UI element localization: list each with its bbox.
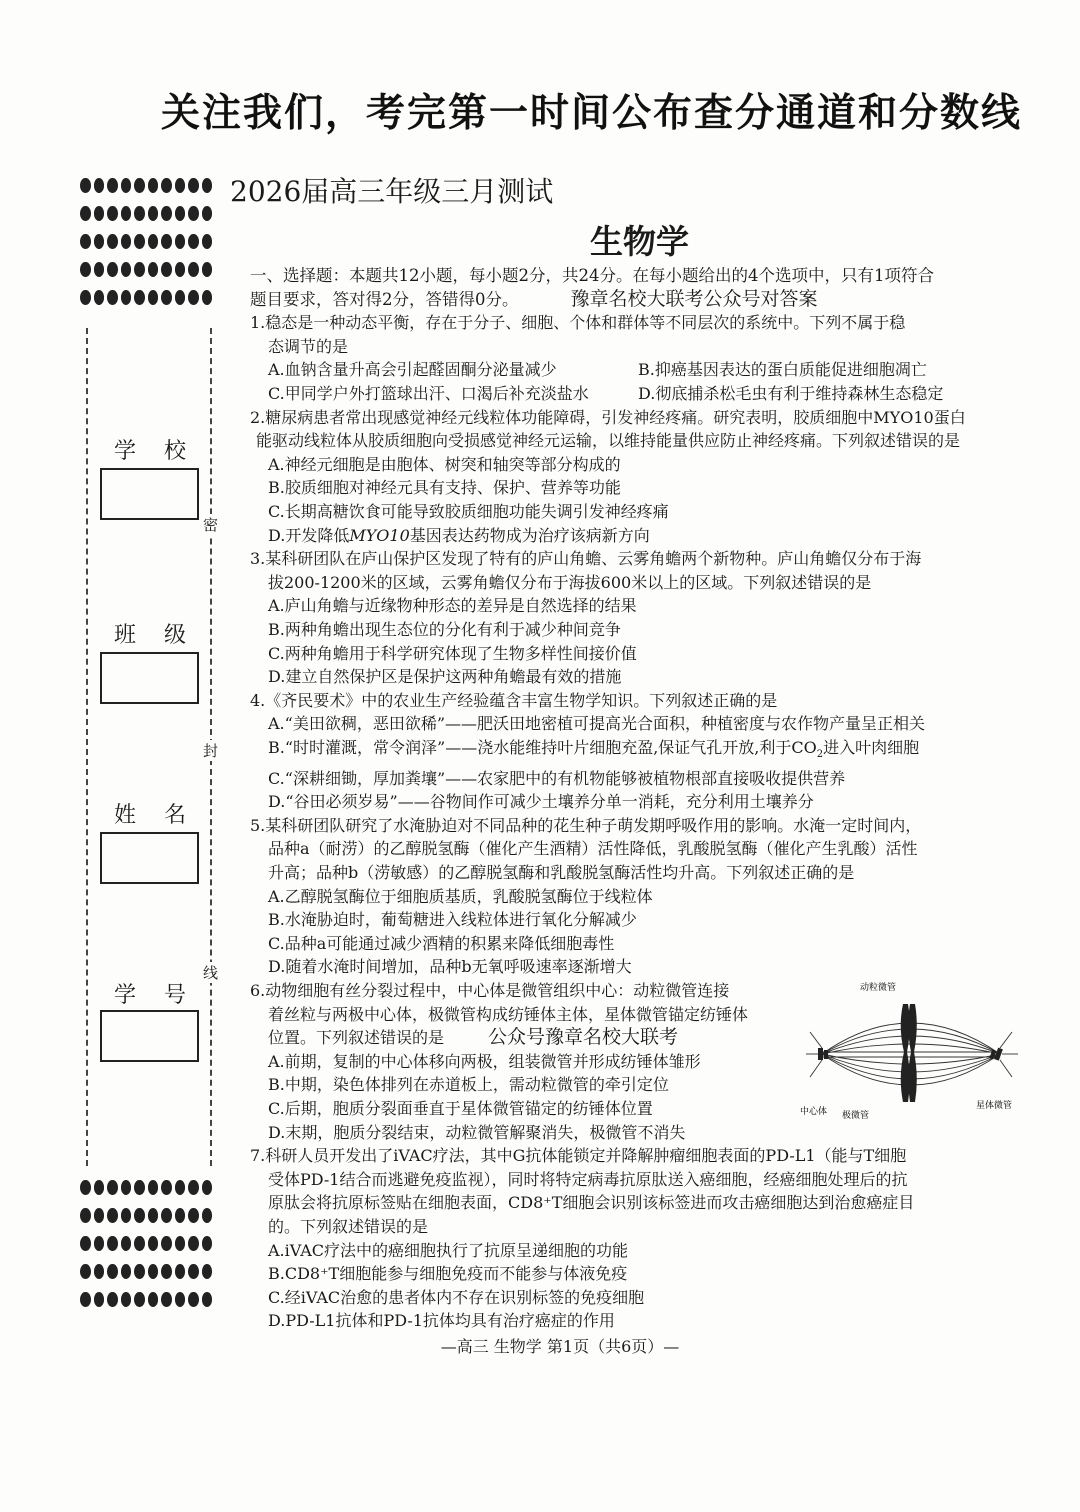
- binding-dash-left: [86, 328, 88, 1166]
- q5-option-a[interactable]: A.乙醇脱氢酶位于细胞质基质，乳酸脱氢酶位于线粒体: [268, 886, 653, 906]
- student-id-field[interactable]: [100, 1010, 199, 1062]
- q2-option-a[interactable]: A.神经元细胞是由胞体、树突和轴突等部分构成的: [268, 454, 621, 474]
- q2-option-c[interactable]: C.长期高糖饮食可能导致胶质细胞功能失调引发神经疼痛: [268, 501, 669, 521]
- q4-stem: 4.《齐民要术》中的农业生产经验蕴含丰富生物学知识。下列叙述正确的是: [250, 690, 778, 710]
- school-field[interactable]: [100, 468, 199, 520]
- q5-option-b[interactable]: B.水淹胁迫时，葡萄糖进入线粒体进行氧化分解减少: [268, 910, 637, 930]
- seal-char-feng: 封: [203, 742, 219, 760]
- class-label: 班级: [114, 623, 215, 648]
- q7-option-d[interactable]: D.PD-L1抗体和PD-1抗体均具有治疗癌症的作用: [268, 1311, 615, 1331]
- exam-title: 2026届高三年级三月测试: [230, 175, 554, 208]
- label-polar-mt: 极微管: [842, 1111, 870, 1121]
- question-7: [250, 1144, 1025, 1333]
- q2-option-d[interactable]: [250, 524, 1025, 548]
- watermark-answer: 豫章名校大联考公众号对答案: [570, 287, 818, 310]
- q6-stem-text: 位置。下列叙述错误的是: [268, 1028, 445, 1048]
- q6-stem-line1: 6.动物细胞有丝分裂过程中，中心体是微管组织中心：动粒微管连接: [250, 981, 730, 1000]
- q7-option-c[interactable]: C.经iVAC治愈的患者体内不存在识别标签的免疫细胞: [268, 1287, 645, 1307]
- q7-stem-line4: 的。下列叙述错误的是: [268, 1216, 429, 1236]
- chromosomes: [901, 1004, 917, 1102]
- q4-option-d[interactable]: D.“谷田必须岁易”——谷物间作可减少土壤养分单一消耗，充分利用土壤养分: [268, 792, 814, 812]
- q2-stem-line2: 能驱动线粒体从胶质细胞向受损感觉神经元运输，以维持能量供应防止神经疼痛。下列叙述错误的是: [256, 431, 961, 451]
- q3-option-d[interactable]: D.建立自然保护区是保护这两种角蟾最有效的措施: [268, 667, 622, 687]
- q3-stem-line1: 3.某科研团队在庐山保护区发现了特有的庐山角蟾、云雾角蟾两个新物种。庐山角蟾仅分布于海: [250, 549, 922, 569]
- watermark-account: 公众号豫章名校大联考: [488, 1026, 679, 1049]
- name-field[interactable]: [100, 832, 199, 884]
- q1-stem-line2: 态调节的是: [268, 336, 349, 356]
- q2-option-d-post: 基因表达药物成为治疗该病新方向: [409, 525, 650, 545]
- question-5: [250, 814, 1025, 979]
- label-astral-mt: 星体微管: [976, 1101, 1013, 1111]
- q3-stem-line2: 拔200-1200米的区域，云雾角蟾仅分布于海拔600米以上的区域。下列叙述错误的是: [268, 572, 872, 592]
- q6-option-d[interactable]: D.末期，胞质分裂结束，动粒微管解聚消失，极微管不消失: [268, 1122, 686, 1142]
- question-4: [250, 689, 1025, 814]
- page-footer: —高三 生物学 第1页（共6页）—: [440, 1337, 680, 1356]
- name-label: 姓名: [114, 803, 215, 828]
- section-heading-line1: 一、选择题：本题共12小题，每小题2分，共24分。在每小题给出的4个选项中，只有1项符合: [250, 266, 934, 285]
- q4-option-c[interactable]: C.“深耕细锄，厚加粪壤”——农家肥中的有机物能够被植物根部直接吸收提供营养: [268, 768, 846, 788]
- label-kinetochore-mt: 动粒微管: [860, 983, 897, 993]
- q1-option-d[interactable]: D.彻底捕杀松毛虫有利于维持森林生态稳定: [638, 383, 944, 403]
- q1-option-c[interactable]: C.甲同学户外打篮球出汗、口渴后补充淡盐水: [268, 383, 589, 403]
- q1-option-b[interactable]: B.抑癌基因表达的蛋白质能促进细胞凋亡: [638, 360, 927, 380]
- q1-stem-line1: 1.稳态是一种动态平衡，存在于分子、细胞、个体和群体等不同层次的系统中。下列不属于稳: [250, 313, 906, 333]
- section-heading-text: 题目要求，答对得2分，答错得0分。: [250, 289, 519, 309]
- q6-option-a[interactable]: A.前期，复制的中心体移向两极，组装微管并形成纺锤体雏形: [268, 1051, 701, 1071]
- q4-option-a[interactable]: A.“美田欲稠，恶田欲稀”——肥沃田地密植可提高光合面积，种植密度与农作物产量呈正相关: [268, 714, 926, 734]
- bottom-dot-pattern: [80, 1180, 212, 1320]
- q2-stem-line1: 2.糖尿病患者常出现感觉神经元线粒体功能障碍，引发神经疼痛。研究表明，胶质细胞中MYO10蛋白: [250, 407, 966, 427]
- q3-option-a[interactable]: A.庐山角蟾与近缘物种形态的差异是自然选择的结果: [268, 596, 637, 616]
- spindle-diagram: [800, 982, 1025, 1122]
- q4-option-b[interactable]: [250, 736, 1025, 767]
- section-heading-line2: [250, 288, 1025, 312]
- school-label: 学校: [114, 439, 215, 464]
- q2-option-d-gene: MYO10: [349, 525, 410, 545]
- q7-stem-line3: 原肽会将抗原标签贴在细胞表面，CD8⁺T细胞会识别该标签进而攻击癌细胞达到治愈癌症目: [268, 1193, 915, 1213]
- q5-stem-line3: 升高；品种b（涝敏感）的乙醇脱氢酶和乳酸脱氢酶活性均升高。下列叙述正确的是: [268, 863, 855, 883]
- q7-stem-line1: 7.科研人员开发出了iVAC疗法，其中G抗体能锁定并降解肿瘤细胞表面的PD-L1（能与T细胞: [250, 1146, 907, 1166]
- q7-option-a[interactable]: A.iVAC疗法中的癌细胞执行了抗原呈递细胞的功能: [268, 1240, 629, 1260]
- q5-option-d[interactable]: D.随着水淹时间增加，品种b无氧呼吸速率逐渐增大: [268, 957, 632, 977]
- q4-option-b-pre: B.“时时灌溉，常令润泽”——浇水能维持叶片细胞充盈,保证气孔开放,利于CO: [268, 737, 817, 757]
- q5-stem-line1: 5.某科研团队研究了水淹胁迫对不同品种的花生种子萌发期呼吸作用的影响。水淹一定时间内，: [250, 815, 922, 835]
- q2-option-d-pre: D.开发降低: [268, 525, 350, 545]
- q3-option-b[interactable]: B.两种角蟾出现生态位的分化有利于减少种间竞争: [268, 619, 621, 639]
- q4-option-b-sub: 2: [816, 749, 824, 761]
- q7-stem-line2: 受体PD-1结合而逃避免疫监视），同时将特定病毒抗原肽送入癌细胞，经癌细胞处理后的抗: [268, 1169, 908, 1189]
- student-id-label: 学号: [114, 983, 215, 1008]
- class-field[interactable]: [100, 652, 199, 704]
- seal-char-mi: 密: [203, 516, 219, 534]
- question-3: [250, 547, 1025, 689]
- q1-option-a[interactable]: A.血钠含量升高会引起醛固酮分泌量减少: [268, 360, 557, 380]
- question-1: [250, 311, 1025, 405]
- q5-option-c[interactable]: C.品种a可能通过减少酒精的积累来降低细胞毒性: [268, 933, 615, 953]
- q6-option-c[interactable]: C.后期，胞质分裂面垂直于星体微管锚定的纺锤体位置: [268, 1098, 653, 1118]
- question-2: [250, 406, 1025, 548]
- q4-option-b-post: 进入叶肉细胞: [823, 737, 920, 757]
- q3-option-c[interactable]: C.两种角蟾用于科学研究体现了生物多样性间接价值: [268, 643, 637, 663]
- q6-stem-line2: 着丝粒与两极中心体，极微管构成纺锤体主体，星体微管锚定纺锤体: [268, 1004, 749, 1024]
- q5-stem-line2: 品种a（耐涝）的乙醇脱氢酶（催化产生酒精）活性降低，乳酸脱氢酶（催化产生乳酸）活性: [268, 839, 918, 859]
- promo-banner: 关注我们，考完第一时间公布查分通道和分数线: [160, 91, 1022, 136]
- q7-option-b[interactable]: B.CD8⁺T细胞能参与细胞免疫而不能参与体液免疫: [268, 1264, 628, 1284]
- subject-title: 生物学: [590, 222, 689, 261]
- q2-option-b[interactable]: B.胶质细胞对神经元具有支持、保护、营养等功能: [268, 478, 621, 498]
- seal-char-xian: 线: [203, 964, 219, 982]
- q6-option-b[interactable]: B.中期，染色体排列在赤道板上，需动粒微管的牵引定位: [268, 1075, 669, 1095]
- label-centrosome: 中心体: [800, 1107, 828, 1117]
- question-area: [250, 264, 1025, 1333]
